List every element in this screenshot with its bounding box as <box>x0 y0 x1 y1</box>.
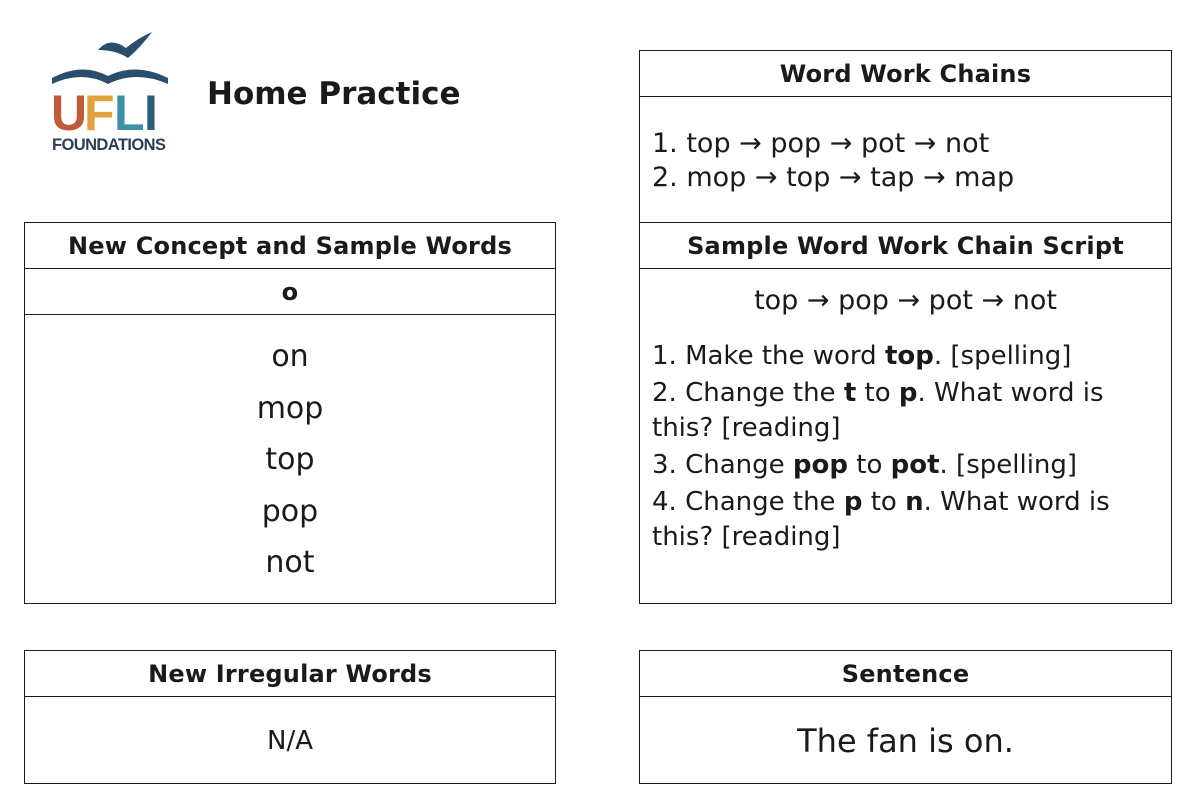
script-step-1: 1. Make the word top. [spelling] <box>652 341 1072 371</box>
book-icon <box>52 69 168 84</box>
logo-subtitle: FOUNDATIONS <box>52 136 166 154</box>
concept-letter: o <box>25 269 555 315</box>
sample-word: mop <box>256 390 324 426</box>
sample-word: on <box>271 339 309 374</box>
sentence-box <box>639 650 1172 784</box>
concept-header: New Concept and Sample Words <box>25 223 555 269</box>
chains-list <box>640 97 1171 223</box>
irregular-box <box>24 650 556 784</box>
sample-word: not <box>265 545 315 580</box>
word-work-box <box>639 50 1172 604</box>
irregular-header: New Irregular Words <box>25 651 555 697</box>
logo-letter-u: U <box>51 85 88 141</box>
script-steps <box>640 339 1171 555</box>
ufli-foundations-logo <box>48 28 173 158</box>
sample-word: top <box>265 442 315 477</box>
script-chain: top → pop → pot → not <box>754 285 1057 316</box>
sample-word: pop <box>261 493 319 529</box>
logo-letter-i: I <box>144 85 158 141</box>
sample-words-list <box>25 315 555 595</box>
sentence-text: The fan is on. <box>797 722 1014 760</box>
script-step-3: 3. Change pop to pot. [spelling] <box>652 450 1078 480</box>
concept-box <box>24 222 556 604</box>
script-header: Sample Word Work Chain Script <box>640 223 1171 269</box>
chain-line: 2. mop → top → tap → map <box>652 162 1015 193</box>
chain-line: 1. top → pop → pot → not <box>652 128 990 159</box>
page-title: Home Practice <box>207 76 461 112</box>
sentence-header: Sentence <box>640 651 1171 697</box>
bird-icon <box>98 32 152 58</box>
logo-letter-l: L <box>114 85 145 141</box>
logo-letter-f: F <box>84 85 115 141</box>
irregular-value: N/A <box>267 726 313 756</box>
chains-header: Word Work Chains <box>640 51 1171 97</box>
script-step-4: 4. Change the p to n. What word is this? [reading] <box>652 487 1110 552</box>
script-step-2: 2. Change the t to p. What word is this? [reading] <box>652 378 1104 443</box>
